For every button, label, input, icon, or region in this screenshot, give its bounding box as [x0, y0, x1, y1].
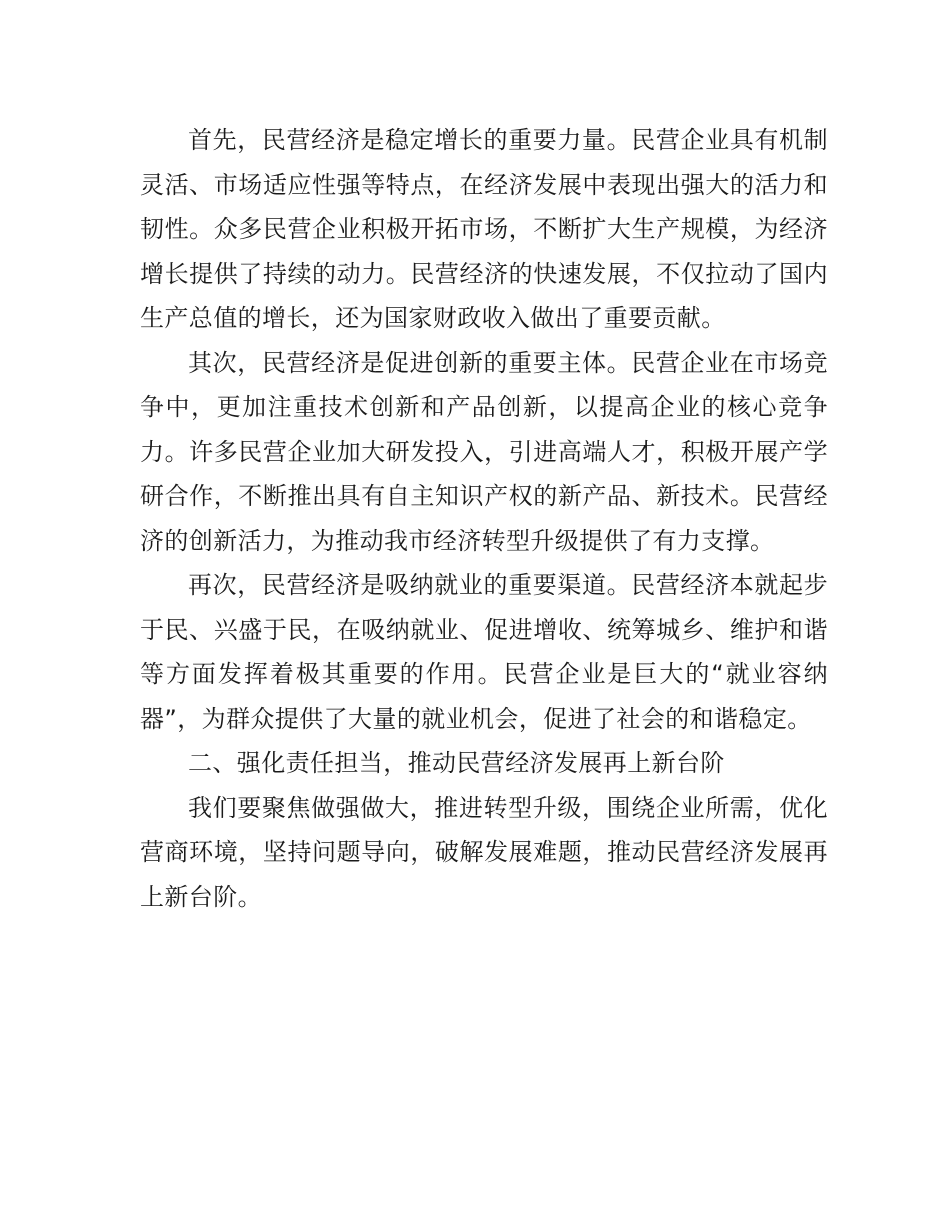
paragraph-employment: 再次，民营经济是吸纳就业的重要渠道。民营经济本就起步于民、兴盛于民，在吸纳就业、促进增收、统筹城乡、维护和谐等方面发挥着极其重要的作用。民营企业是巨大的“就业容纳器”，为群众提供了大量的就业机会，促进了社会的和谐稳定。 [140, 571, 828, 733]
paragraph-stable-growth: 首先，民营经济是稳定增长的重要力量。民营企业具有机制灵活、市场适应性强等特点，在经济发展中表现出强大的活力和韧性。众多民营企业积极开拓市场，不断扩大生产规模，为经济增长提供了持续的动力。民营经济的快速发展，不仅拉动了国内生产总值的增长，还为国家财政收入做出了重要贡献。 [140, 126, 828, 332]
paragraph-closing: 我们要聚焦做强做大，推进转型升级，围绕企业所需，优化营商环境，坚持问题导向，破解发展难题，推动民营经济发展再上新台阶。 [140, 793, 828, 911]
section-heading: 二、强化责任担当，推动民营经济发展再上新台阶 [188, 749, 725, 777]
document-body [140, 118, 828, 919]
paragraph-innovation: 其次，民营经济是促进创新的重要主体。民营企业在市场竞争中，更加注重技术创新和产品创新，以提高企业的核心竞争力。许多民营企业加大研发投入，引进高端人才，积极开展产学研合作，不断推出具有自主知识产权的新产品、新技术。民营经济的创新活力，为推动我市经济转型升级提供了有力支撑。 [140, 348, 828, 555]
